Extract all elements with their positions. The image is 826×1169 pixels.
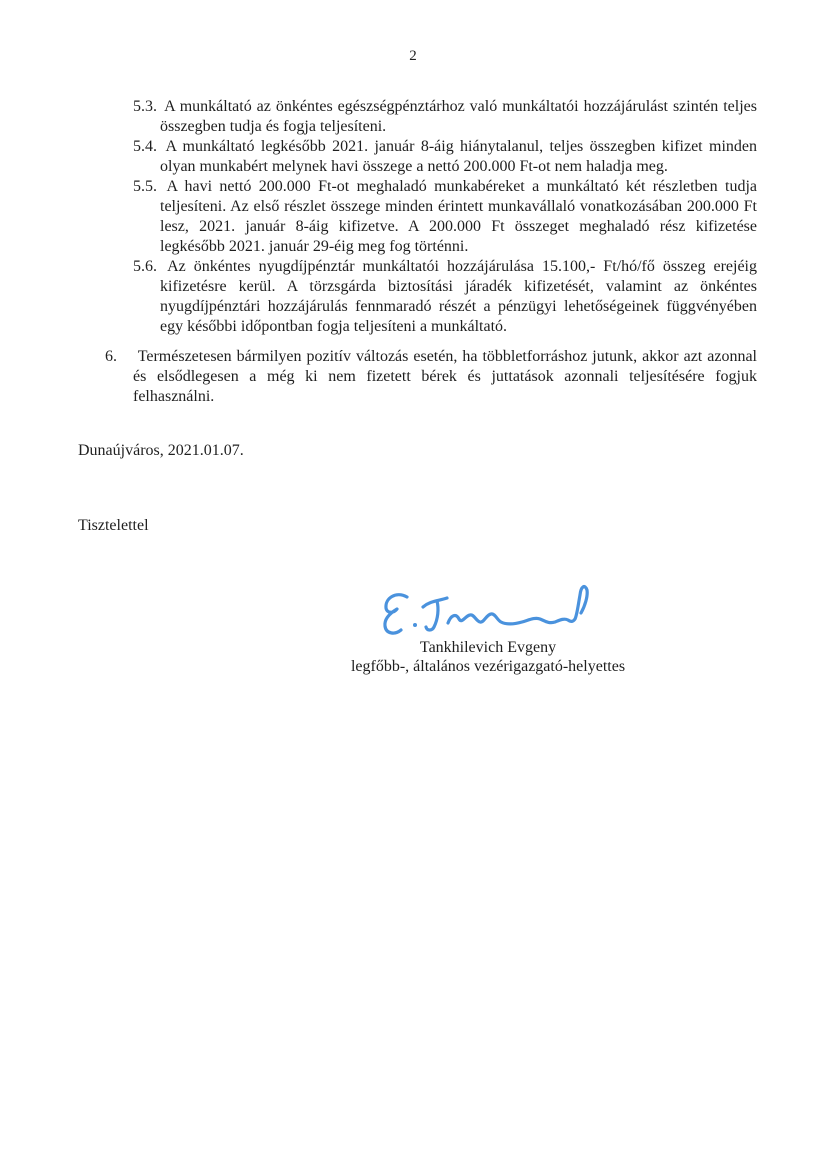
page-number: 2: [409, 48, 417, 64]
list-item-6: [105, 347, 758, 407]
list-item-5-3-text: A munkáltató az önkéntes egészségpénztárhoz való munkáltatói hozzájárulást szintén teljes összegben tudja és fogja teljesíteni.: [160, 98, 758, 135]
signer-title: legfőbb-, általános vezérigazgató-helyettes: [350, 658, 626, 675]
place-date-line: Dunaújváros, 2021.01.07.: [78, 442, 244, 459]
handwritten-signature: [368, 578, 593, 642]
list-item-5-5-text: A havi nettó 200.000 Ft-ot meghaladó munkabéreket a munkáltató két részletben tudja teljesíteni. Az első részlet összege minden érintett munkavállaló vonatkozásában 200.000 Ft lesz, 2021. január 8-áig kifizetve. A 200.000 Ft összeget meghaladó rész kifizetése legkésőbb 2021. január 29-éig meg fog történni.: [160, 178, 758, 255]
signature-block: [288, 638, 688, 676]
list-item-6-text: Természetesen bármilyen pozitív változás esetén, ha többletforráshoz jutunk, akkor azt azonnal és elsődlegesen a még ki nem fizetett bérek és juttatások azonnali teljesítésére fogjuk felhasználni.: [133, 348, 758, 405]
list-item-5-4-number: 5.4.: [133, 138, 157, 155]
signer-name: Tankhilevich Evgeny: [419, 639, 557, 656]
signature-dot: [413, 623, 417, 627]
salutation-line: Tisztelettel: [78, 517, 149, 534]
signature-stroke-t-bar: [423, 598, 447, 607]
list-item-5-6-text: Az önkéntes nyugdíjpénztár munkáltatói hozzájárulása 15.100,- Ft/hó/fő összeg erejéig kifizetésre kerül. A törzsgárda biztosítási járadék kifizetését, valamint az önkéntes nyugdíjpénztári hozzájárulás fennmaradó részét a pénzügyi lehetőségeinek függvényében egy későbbi időpontban fogja teljesíteni a munkáltató.: [160, 258, 757, 335]
signature-stroke-e: [385, 595, 407, 633]
list-item-5-6-number: 5.6.: [133, 258, 157, 275]
numbered-list-5: [0, 97, 826, 337]
numbered-item-6: [0, 347, 757, 407]
list-item-5-3-number: 5.3.: [133, 98, 157, 115]
list-item-5-3: [133, 97, 758, 137]
list-item-5-5: [133, 177, 758, 257]
list-item-5-4: [133, 137, 757, 177]
list-item-5-5-number: 5.5.: [133, 178, 157, 195]
list-item-5-4-text: A munkáltató legkésőbb 2021. január 8-áig hiánytalanul, teljes összegben kifizet minden olyan munkabért melynek havi összege a nettó 200.000 Ft-ot nem haladja meg.: [160, 138, 757, 175]
list-item-5-6: [133, 257, 757, 337]
signature-stroke-scrawl: [448, 587, 587, 624]
list-item-6-number: 6.: [105, 348, 117, 365]
